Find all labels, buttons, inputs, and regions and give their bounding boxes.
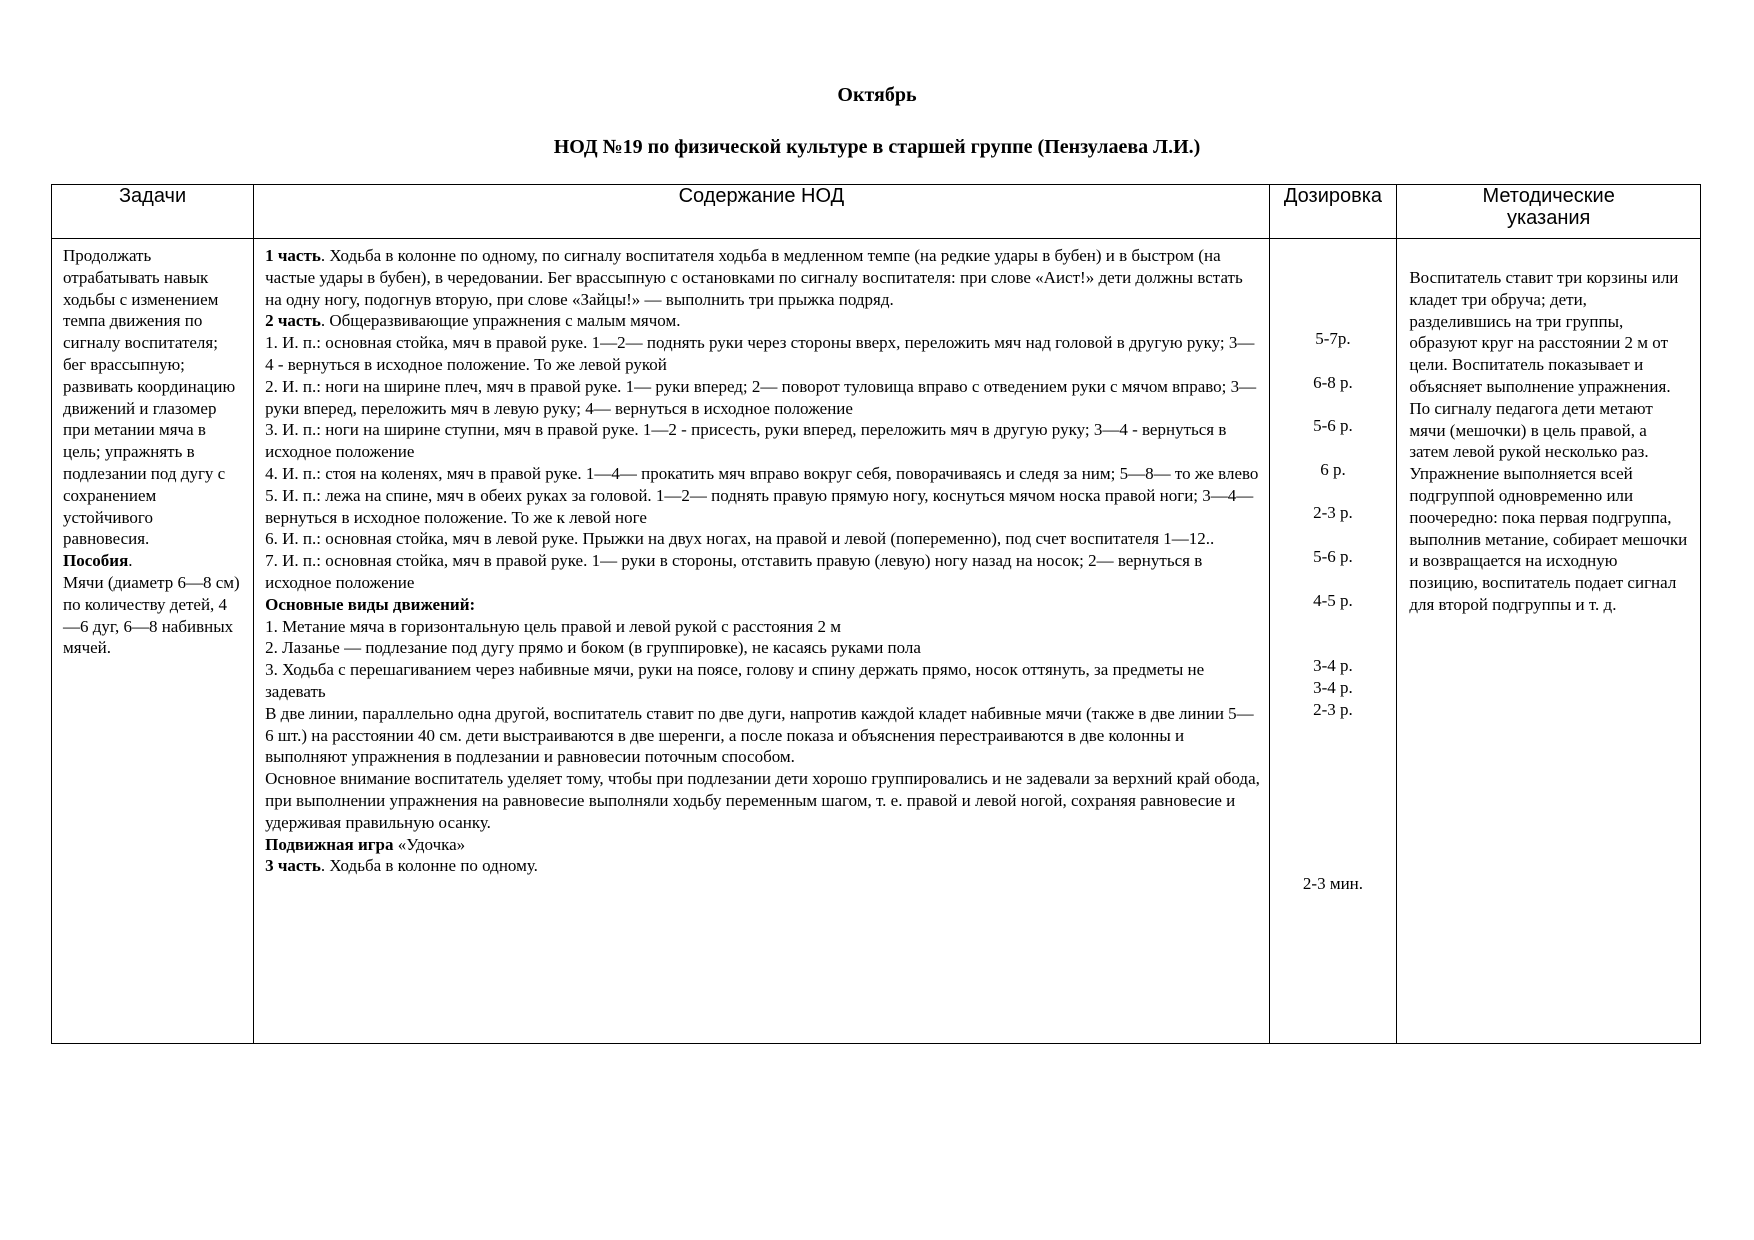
tasks-cell: Продолжать отрабатывать навык ходьбы с изменением темпа движения по сигналу воспитателя; бег врассыпную; развивать координацию движений и глазомер при метании мяча в цель; упражнять в подлезании под дугу с сохранением устойчивого равновесия. Пособия. Мячи (диаметр 6—8 см) по количеству детей, 4—6 дуг, 6—8 набивных мячей. <box>52 239 254 1044</box>
setup-paragraph: В две линии, параллельно одна другой, воспитатель ставит по две дуги, напротив каждой кладет набивные мячи (также в две линии 5—6 шт.) на расстоянии 40 см. дети выстраиваются в две шеренги, а после показа и объяснения перестраиваются в две колонны и выполняют упражнения в подлезании и равновесии поточным способом. <box>265 703 1254 767</box>
exercise-2: 2. И. п.: ноги на ширине плеч, мяч в правой руке. 1— руки вперед; 2— поворот туловища вправо с отведением руки с мячом вправо; 3— руки вперед, переложить мяч в левую руку; 4— вернуться в исходное положение <box>265 376 1257 418</box>
notes-text: Воспитатель ставит три корзины или кладет три обруча; дети, разделившись на три группы, образуют круг на расстоянии 2 м от цели. Воспитатель показывает и объясняет выполнение упражнения. По сигналу педагога дети метают мячи (мешочки) в цель правой, а затем левой рукой несколько раз. Упражнение выполняется всей подгруппой одновременно или поочередно: пока первая подгруппа, выполнив метание, собирает мешочки и возвращается на исходную позицию, воспитатель подает сигнал для второй подгруппы и т. д. <box>1409 268 1688 614</box>
notes-cell <box>1397 239 1701 1044</box>
dose-spacer <box>1270 633 1397 655</box>
exercise-6: 6. И. п.: основная стойка, мяч в левой руке. Прыжки на двух ногах, на правой и левой (попеременно), под счет воспитателя 1—12.. <box>265 529 1215 549</box>
dose-ex6: 5-6 р. <box>1313 546 1353 566</box>
attention-paragraph: Основное внимание воспитатель уделяет тому, чтобы при подлезании дети хорошо группировались и не задевали за верхний край обода, при выполнении упражнения на равновесие выполняли ходьбу переменным шагом, т. е. правой и левой ногой, сохраняя равновесие и удерживая правильную осанку. <box>265 769 1260 832</box>
movement-1: 1. Метание мяча в горизонтальную цель правой и левой рукой с расстояния 2 м <box>265 616 841 636</box>
dose-mv1: 3-4 р. <box>1313 655 1353 675</box>
header-tasks: Задачи <box>52 185 254 239</box>
dose-ex2: 6-8 р. <box>1313 372 1353 392</box>
exercise-1: 1. И. п.: основная стойка, мяч в правой руке. 1—2— поднять руки через стороны вверх, переложить мяч над головой в другую руку; 3—4 - вернуться в исходное положение. То же левой рукой <box>265 333 1255 374</box>
lesson-title: НОД №19 по физической культуре в старшей группе (Пензулаева Л.И.) <box>553 136 1201 158</box>
header-notes: Методические указания <box>1397 185 1701 239</box>
aids-label: Пособия <box>63 551 129 571</box>
dose-ex1: 5-7р. <box>1315 329 1351 348</box>
exercise-3: 3. И. п.: ноги на ширине ступни, мяч в правой руке. 1—2 - присесть, руки вперед, переложить мяч в другую руку; 3—4 - вернуться в исходное положение <box>265 420 1227 462</box>
dose-ex3: 5-6 р. <box>1313 416 1353 436</box>
main-movements-label: Основные виды движений: <box>265 594 476 614</box>
dose-ex5: 2-3 р. <box>1313 503 1353 523</box>
header-content: Содержание НОД <box>254 185 1270 239</box>
aids-text: Мячи (диаметр 6—8 см) по количеству детей, 4—6 дуг, 6—8 набивных мячей. <box>63 572 240 658</box>
dose-game: 2-3 мин. <box>1302 873 1364 893</box>
exercise-7: 7. И. п.: основная стойка, мяч в правой руке. 1— руки в стороны, отставить правую (левую) ногу назад на носок; 2— вернуться в исходное положение <box>265 551 1203 592</box>
exercise-5: 5. И. п.: лежа на спине, мяч в обеих руках за головой. 1—2— поднять правую прямую ногу, коснуться мячом носка правой ноги; 3—4— вернуться в исходное положение. То же к левой ноге <box>265 485 1254 527</box>
dose-cell <box>1269 239 1397 1044</box>
movement-3: 3. Ходьба с перешагиванием через набивные мячи, руки на поясе, голову и спину держать прямо, носок оттянуть, за предметы не задевать <box>265 660 1205 701</box>
dose-spacer-2 <box>1270 720 1397 873</box>
lesson-plan-table <box>51 184 1701 1044</box>
month-title: Октябрь <box>837 84 917 106</box>
dose-mv2: 3-4 р. <box>1313 677 1353 697</box>
table-body-row <box>52 239 1701 1044</box>
part2-paragraph: 2 часть. Общеразвивающие упражнения с малым мячом. <box>265 311 681 331</box>
part1-paragraph: 1 часть. Ходьба в колонне по одному, по сигналу воспитателя ходьба в медленном темпе (на редкие удары в бубен) и в быстром (на частые удары в бубен), в чередовании. Бег врассыпную с остановками по сигналу воспитателя: при слове «Аист!» дети должны встать на одну ногу, подогнув вторую, при слове «Зайцы!» — выполнить три прыжка подряд. <box>265 246 1243 309</box>
tasks-text: Продолжать отрабатывать навык ходьбы с изменением темпа движения по сигналу воспитателя; бег врассыпную; развивать координацию движений и глазомер при метании мяча в цель; упражнять в подлезании под дугу с сохранением устойчивого равновесия. <box>63 246 236 549</box>
game-paragraph: Подвижная игра «Удочка» <box>265 834 466 854</box>
header-dose: Дозировка <box>1269 185 1397 239</box>
dose-ex7: 4-5 р. <box>1313 590 1353 610</box>
movement-2: 2. Лазанье — подлезание под дугу прямо и боком (в группировке), не касаясь руками пола <box>265 638 921 658</box>
exercise-4: 4. И. п.: стоя на коленях, мяч в правой руке. 1—4— прокатить мяч вправо вокруг себя, поворачиваясь и следя за ним; 5—8— то же влево <box>265 463 1259 483</box>
dose-ex4: 6 р. <box>1320 459 1346 479</box>
part3-paragraph: 3 часть. Ходьба в колонне по одному. <box>265 856 538 876</box>
dose-mv3: 2-3 р. <box>1313 699 1353 719</box>
table-header-row <box>52 185 1701 239</box>
content-cell <box>254 239 1270 1044</box>
